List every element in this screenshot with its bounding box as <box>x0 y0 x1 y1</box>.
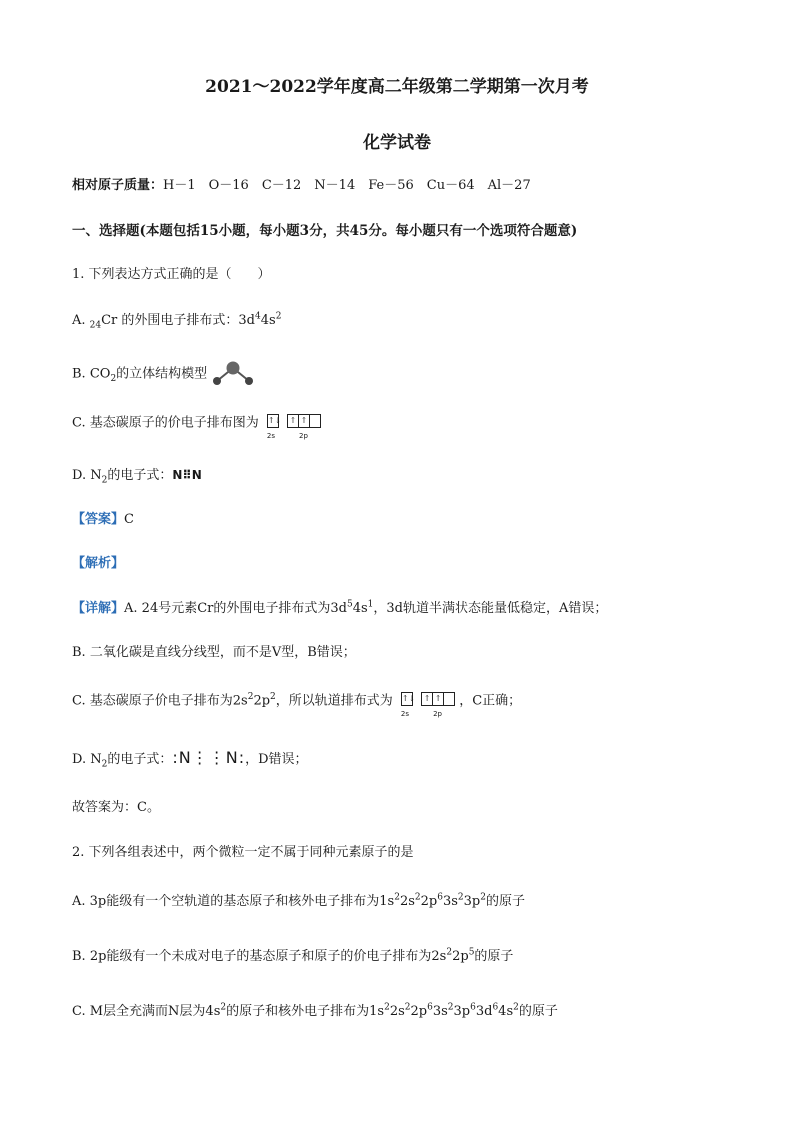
q1-option-d: D. $N_2$的电子式：N⠿N <box>72 468 202 486</box>
q1-option-c: C. 基态碳原子的价电子排布图为 ↑↓ 2s ↑ ↑ 2p <box>72 414 321 433</box>
atomic-mass-values: H－1 O－16 C－12 N－14 Fe－56 Cu－64 Al－27 <box>163 178 531 193</box>
page-subtitle: 化学试卷 <box>363 133 431 153</box>
page-title: 2021～2022学年度高二年级第二学期第一次月考 <box>205 77 589 97</box>
q1-conclusion: 故答案为：C。 <box>72 800 160 815</box>
q1-detail-a: 【详解】A. 24号元素Cr的外围电子排布式为$3d^54s^1$，3d轨道半满状态能量低稳定，A错误； <box>72 599 608 616</box>
q1-answer: 【答案】C <box>72 512 134 527</box>
q1-detail-c: C. 基态碳原子价电子排布为$2s^22p^2$，所以轨道排布式为 ↑↓ 2s ↑ ↑ 2p ，C正确； <box>72 692 522 718</box>
q1-analysis-tag: 【解析】 <box>72 556 125 571</box>
n2-electron-formula-wrong: N⠿N <box>172 468 202 482</box>
q2-stem: 2. 下列各组表述中，两个微粒一定不属于同种元素原子的是 <box>72 845 414 860</box>
q2-option-b: B. 2p能级有一个未成对电子的基态原子和原子的价电子排布为$2s^22p^5$的原子 <box>72 947 514 964</box>
q1-detail-d: D. $N_2$的电子式：:N⋮⋮N:，D错误； <box>72 748 308 770</box>
n2-electron-formula-correct: :N⋮⋮N: <box>172 748 246 767</box>
orbital-diagram-2p: ↑ ↑ 2p <box>287 414 321 432</box>
atomic-mass-label: 相对原子质量： <box>72 178 164 193</box>
q1-option-a: A. $_{24}$Cr 的外围电子排布式：$3d^44s^2$ <box>72 311 282 331</box>
q1-detail-b: B. 二氧化碳是直线分线型，而不是V型，B错误； <box>72 645 356 660</box>
q2-option-c: C. M层全充满而N层为$4s^2$的原子和核外电子排布为$1s^22s^22p^63s^23p^63d^64s^2$的原子 <box>72 1002 558 1019</box>
orbital-diagram-2p: ↑ ↑ 2p <box>421 692 455 710</box>
orbital-diagram-2s: ↑↓ 2s <box>400 694 416 718</box>
q2-option-a: A. 3p能级有一个空轨道的基态原子和核外电子排布为$1s^22s^22p^63s^23p^2$的原子 <box>72 892 525 909</box>
co2-bent-model-icon <box>211 361 257 387</box>
orbital-diagram-2s: ↑↓ 2s <box>266 416 282 440</box>
q1-option-b: B. $CO_2$的立体结构模型 <box>72 361 257 387</box>
q1-stem: 1. 下列表达方式正确的是（ ） <box>72 267 271 282</box>
section-heading: 一、选择题(本题包括15小题，每小题3分，共45分。每小题只有一个选项符合题意) <box>72 223 578 239</box>
atomic-mass-line <box>72 177 531 195</box>
